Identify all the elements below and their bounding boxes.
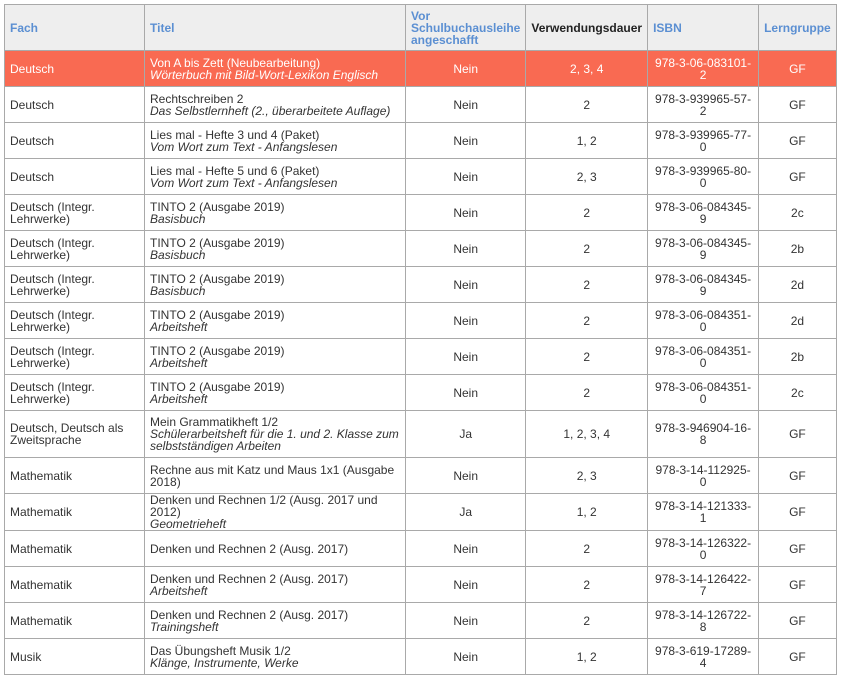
isbn-text: 978-3-14-121333-1 (655, 499, 752, 525)
cell-lern (759, 603, 837, 639)
dauer-text: 2, 3 (576, 468, 597, 483)
cell-dauer (526, 267, 648, 303)
fach-text: Deutsch (Integr. Lehrwerke) (10, 199, 95, 226)
untertitel-text: Basisbuch (150, 247, 206, 262)
cell-isbn (648, 339, 759, 375)
cell-dauer (526, 603, 648, 639)
lern-text: 2b (790, 349, 805, 364)
column-header-lerngruppe[interactable]: Lerngruppe (759, 5, 837, 51)
vor-text: Nein (453, 349, 479, 364)
dauer-text: 2 (583, 241, 591, 256)
untertitel-text: Basisbuch (150, 283, 206, 298)
table-row[interactable] (5, 267, 837, 303)
vor-text: Ja (459, 505, 473, 519)
cell-lern (759, 458, 837, 494)
table-row[interactable] (5, 339, 837, 375)
cell-titel (145, 639, 406, 675)
cell-fach (5, 231, 145, 267)
untertitel-text: Basisbuch (150, 211, 206, 226)
cell-vor (406, 87, 526, 123)
untertitel-text: Klänge, Instrumente, Werke (150, 655, 299, 670)
cell-isbn (648, 303, 759, 339)
cell-vor (406, 458, 526, 494)
column-header-titel[interactable]: Titel (145, 5, 406, 51)
fach-text: Mathematik (10, 577, 73, 592)
cell-fach (5, 639, 145, 675)
dauer-text: 2 (583, 577, 591, 592)
lern-text: 2d (790, 277, 805, 292)
cell-titel (145, 375, 406, 411)
titel-text: Denken und Rechnen 2 (Ausg. 2017) (150, 571, 349, 586)
untertitel-text: Arbeitsheft (150, 391, 208, 406)
vor-text: Nein (453, 649, 479, 664)
cell-titel (145, 303, 406, 339)
schoolbook-table (4, 4, 837, 675)
cell-lern (759, 195, 837, 231)
cell-vor (406, 639, 526, 675)
dauer-text: 2 (583, 385, 591, 400)
isbn-text: 978-3-14-126722-8 (655, 607, 752, 634)
cell-fach (5, 375, 145, 411)
cell-isbn (648, 411, 759, 458)
vor-text: Nein (453, 97, 479, 112)
cell-fach (5, 87, 145, 123)
cell-dauer (526, 303, 648, 339)
table-row[interactable] (5, 639, 837, 675)
cell-vor (406, 195, 526, 231)
isbn-text: 978-3-619-17289-4 (655, 643, 752, 670)
table-header (5, 5, 837, 51)
column-header-verwendungsdauer: Verwendungsdauer (526, 5, 648, 51)
lern-text: 2b (790, 241, 805, 256)
cell-dauer (526, 639, 648, 675)
cell-lern (759, 87, 837, 123)
cell-lern (759, 639, 837, 675)
table-row[interactable] (5, 231, 837, 267)
cell-dauer (526, 231, 648, 267)
cell-fach (5, 159, 145, 195)
cell-lern (759, 339, 837, 375)
lern-text: GF (789, 577, 806, 592)
cell-vor (406, 375, 526, 411)
cell-titel (145, 123, 406, 159)
isbn-text: 978-3-14-126422-7 (655, 571, 752, 598)
lern-text: GF (789, 169, 806, 184)
untertitel-text: Das Selbstlernheft (2., überarbeitete Auflage) (150, 103, 391, 118)
table-row[interactable] (5, 159, 837, 195)
cell-lern (759, 51, 837, 87)
cell-vor (406, 123, 526, 159)
fach-text: Deutsch (Integr. Lehrwerke) (10, 343, 95, 370)
untertitel-text: Trainingsheft (150, 619, 219, 634)
isbn-text: 978-3-939965-77-0 (655, 127, 752, 154)
untertitel-text: Wörterbuch mit Bild-Wort-Lexikon Englisch (150, 67, 379, 82)
vor-text: Nein (453, 313, 479, 328)
cell-titel (145, 411, 406, 458)
cell-isbn (648, 159, 759, 195)
cell-vor (406, 567, 526, 603)
cell-lern (759, 231, 837, 267)
cell-titel (145, 195, 406, 231)
cell-vor (406, 51, 526, 87)
cell-titel (145, 531, 406, 567)
cell-lern (759, 267, 837, 303)
cell-fach (5, 603, 145, 639)
fach-text: Deutsch (Integr. Lehrwerke) (10, 307, 95, 334)
lern-text: GF (789, 427, 806, 441)
vor-text: Nein (453, 613, 479, 628)
fach-text: Deutsch (10, 169, 55, 184)
titel-text: TINTO 2 (Ausgabe 2019) (150, 307, 285, 322)
cell-lern (759, 159, 837, 195)
table-row[interactable] (5, 603, 837, 639)
table-row[interactable] (5, 411, 837, 458)
cell-vor (406, 603, 526, 639)
dauer-text: 2 (583, 205, 591, 220)
isbn-text: 978-3-06-084345-9 (655, 235, 752, 262)
lern-text: GF (789, 97, 806, 112)
isbn-text: 978-3-06-084351-0 (655, 343, 752, 370)
table-row[interactable] (5, 195, 837, 231)
isbn-text: 978-3-06-084345-9 (655, 271, 752, 298)
titel-text: TINTO 2 (Ausgabe 2019) (150, 379, 285, 394)
table-row[interactable] (5, 494, 837, 531)
isbn-text: 978-3-939965-57-2 (655, 91, 752, 118)
titel-text: Lies mal - Hefte 5 und 6 (Paket) (150, 163, 320, 178)
column-header-vor-schulbuchausleihe[interactable]: Vor Schulbuchausleihe angeschafft (406, 5, 526, 51)
lern-text: 2c (791, 385, 804, 400)
dauer-text: 1, 2 (576, 133, 597, 148)
cell-dauer (526, 375, 648, 411)
dauer-text: 1, 2 (576, 649, 597, 664)
cell-titel (145, 339, 406, 375)
cell-vor (406, 231, 526, 267)
cell-fach (5, 339, 145, 375)
isbn-text: 978-3-06-083101-2 (655, 55, 752, 82)
isbn-text: 978-3-946904-16-8 (655, 421, 752, 447)
cell-titel (145, 159, 406, 195)
cell-dauer (526, 458, 648, 494)
titel-text: Denken und Rechnen 1/2 (Ausg. 2017 und 2012) (150, 493, 378, 519)
titel-text: Mein Grammatikheft 1/2 (150, 415, 279, 429)
cell-titel (145, 267, 406, 303)
cell-isbn (648, 123, 759, 159)
cell-vor (406, 267, 526, 303)
titel-text: Denken und Rechnen 2 (Ausg. 2017) (150, 607, 349, 622)
cell-dauer (526, 339, 648, 375)
fach-text: Deutsch (Integr. Lehrwerke) (10, 271, 95, 298)
vor-text: Nein (453, 577, 479, 592)
fach-text: Deutsch, Deutsch als Zweitsprache (10, 421, 124, 447)
header-row (5, 5, 837, 51)
cell-vor (406, 303, 526, 339)
untertitel-text: Schülerarbeitsheft für die 1. und 2. Klasse zum selbstständigen Arbeiten (150, 427, 399, 453)
cell-vor (406, 531, 526, 567)
dauer-text: 2 (583, 313, 591, 328)
lern-text: 2c (791, 205, 804, 220)
cell-fach (5, 123, 145, 159)
fach-text: Mathematik (10, 468, 73, 483)
cell-dauer (526, 494, 648, 531)
column-header-fach[interactable]: Fach (5, 5, 145, 51)
table-row[interactable] (5, 375, 837, 411)
titel-text: Rechtschreiben 2 (150, 91, 244, 106)
dauer-text: 2 (583, 613, 591, 628)
cell-titel (145, 458, 406, 494)
titel-text: TINTO 2 (Ausgabe 2019) (150, 235, 285, 250)
dauer-text: 2, 3, 4 (570, 61, 604, 76)
cell-isbn (648, 458, 759, 494)
cell-titel (145, 231, 406, 267)
vor-text: Nein (453, 241, 479, 256)
dauer-text: 1, 2, 3, 4 (563, 427, 611, 441)
cell-isbn (648, 51, 759, 87)
cell-fach (5, 458, 145, 494)
titel-text: TINTO 2 (Ausgabe 2019) (150, 343, 285, 358)
cell-dauer (526, 123, 648, 159)
cell-dauer (526, 567, 648, 603)
fach-text: Deutsch (Integr. Lehrwerke) (10, 379, 95, 406)
vor-text: Nein (453, 133, 479, 148)
vor-text: Ja (459, 427, 473, 441)
table-row[interactable] (5, 531, 837, 567)
cell-dauer (526, 159, 648, 195)
untertitel-text: Arbeitsheft (150, 355, 208, 370)
fach-text: Mathematik (10, 505, 73, 519)
table-row[interactable] (5, 87, 837, 123)
table-row[interactable] (5, 458, 837, 494)
cell-dauer (526, 87, 648, 123)
cell-isbn (648, 567, 759, 603)
cell-fach (5, 567, 145, 603)
cell-dauer (526, 411, 648, 458)
dauer-text: 2 (583, 541, 591, 556)
dauer-text: 1, 2 (576, 505, 597, 519)
dauer-text: 2 (583, 349, 591, 364)
cell-isbn (648, 531, 759, 567)
table-row[interactable] (5, 567, 837, 603)
lern-text: GF (789, 468, 806, 483)
titel-text: TINTO 2 (Ausgabe 2019) (150, 271, 285, 286)
cell-isbn (648, 375, 759, 411)
fach-text: Musik (10, 649, 42, 664)
table-body (5, 51, 837, 675)
table-row[interactable] (5, 123, 837, 159)
cell-lern (759, 123, 837, 159)
untertitel-text: Arbeitsheft (150, 319, 208, 334)
cell-lern (759, 375, 837, 411)
fach-text: Mathematik (10, 613, 73, 628)
dauer-text: 2 (583, 277, 591, 292)
cell-isbn (648, 195, 759, 231)
fach-text: Deutsch (10, 133, 55, 148)
table-row[interactable] (5, 303, 837, 339)
lern-text: GF (789, 613, 806, 628)
cell-isbn (648, 267, 759, 303)
titel-text: TINTO 2 (Ausgabe 2019) (150, 199, 285, 214)
column-header-isbn[interactable]: ISBN (648, 5, 759, 51)
cell-vor (406, 411, 526, 458)
lern-text: 2d (790, 313, 805, 328)
cell-lern (759, 567, 837, 603)
lern-text: GF (789, 649, 806, 664)
cell-fach (5, 51, 145, 87)
dauer-text: 2, 3 (576, 169, 597, 184)
cell-lern (759, 531, 837, 567)
cell-dauer (526, 531, 648, 567)
cell-fach (5, 411, 145, 458)
cell-titel (145, 567, 406, 603)
vor-text: Nein (453, 61, 479, 76)
vor-text: Nein (453, 205, 479, 220)
vor-text: Nein (453, 468, 479, 483)
cell-lern (759, 411, 837, 458)
cell-fach (5, 531, 145, 567)
cell-dauer (526, 51, 648, 87)
lern-text: GF (789, 505, 806, 519)
vor-text: Nein (453, 541, 479, 556)
fach-text: Deutsch (Integr. Lehrwerke) (10, 235, 95, 262)
titel-text: Denken und Rechnen 2 (Ausg. 2017) (150, 541, 349, 556)
vor-text: Nein (453, 169, 479, 184)
cell-vor (406, 159, 526, 195)
cell-isbn (648, 603, 759, 639)
dauer-text: 2 (583, 97, 591, 112)
untertitel-text: Vom Wort zum Text - Anfangslesen (150, 175, 338, 190)
cell-isbn (648, 87, 759, 123)
fach-text: Deutsch (10, 61, 55, 76)
cell-isbn (648, 494, 759, 531)
isbn-text: 978-3-939965-80-0 (655, 163, 752, 190)
titel-text: Lies mal - Hefte 3 und 4 (Paket) (150, 127, 320, 142)
vor-text: Nein (453, 277, 479, 292)
cell-titel (145, 51, 406, 87)
untertitel-text: Geometrieheft (150, 517, 227, 531)
vor-text: Nein (453, 385, 479, 400)
titel-text: Rechne aus mit Katz und Maus 1x1 (Ausgabe 2018) (150, 462, 395, 489)
fach-text: Deutsch (10, 97, 55, 112)
isbn-text: 978-3-06-084345-9 (655, 199, 752, 226)
cell-titel (145, 87, 406, 123)
isbn-text: 978-3-06-084351-0 (655, 379, 752, 406)
cell-fach (5, 195, 145, 231)
table-row[interactable] (5, 51, 837, 87)
isbn-text: 978-3-14-112925-0 (655, 462, 751, 489)
cell-fach (5, 267, 145, 303)
cell-vor (406, 339, 526, 375)
untertitel-text: Arbeitsheft (150, 583, 208, 598)
cell-fach (5, 494, 145, 531)
cell-lern (759, 303, 837, 339)
untertitel-text: Vom Wort zum Text - Anfangslesen (150, 139, 338, 154)
titel-text: Das Übungsheft Musik 1/2 (150, 643, 291, 658)
titel-text: Von A bis Zett (Neubearbeitung) (150, 55, 321, 70)
cell-titel (145, 494, 406, 531)
fach-text: Mathematik (10, 541, 73, 556)
cell-fach (5, 303, 145, 339)
cell-isbn (648, 231, 759, 267)
isbn-text: 978-3-06-084351-0 (655, 307, 752, 334)
lern-text: GF (789, 133, 806, 148)
cell-dauer (526, 195, 648, 231)
isbn-text: 978-3-14-126322-0 (655, 535, 752, 562)
lern-text: GF (789, 541, 806, 556)
cell-lern (759, 494, 837, 531)
cell-isbn (648, 639, 759, 675)
lern-text: GF (789, 61, 806, 76)
cell-titel (145, 603, 406, 639)
cell-vor (406, 494, 526, 531)
